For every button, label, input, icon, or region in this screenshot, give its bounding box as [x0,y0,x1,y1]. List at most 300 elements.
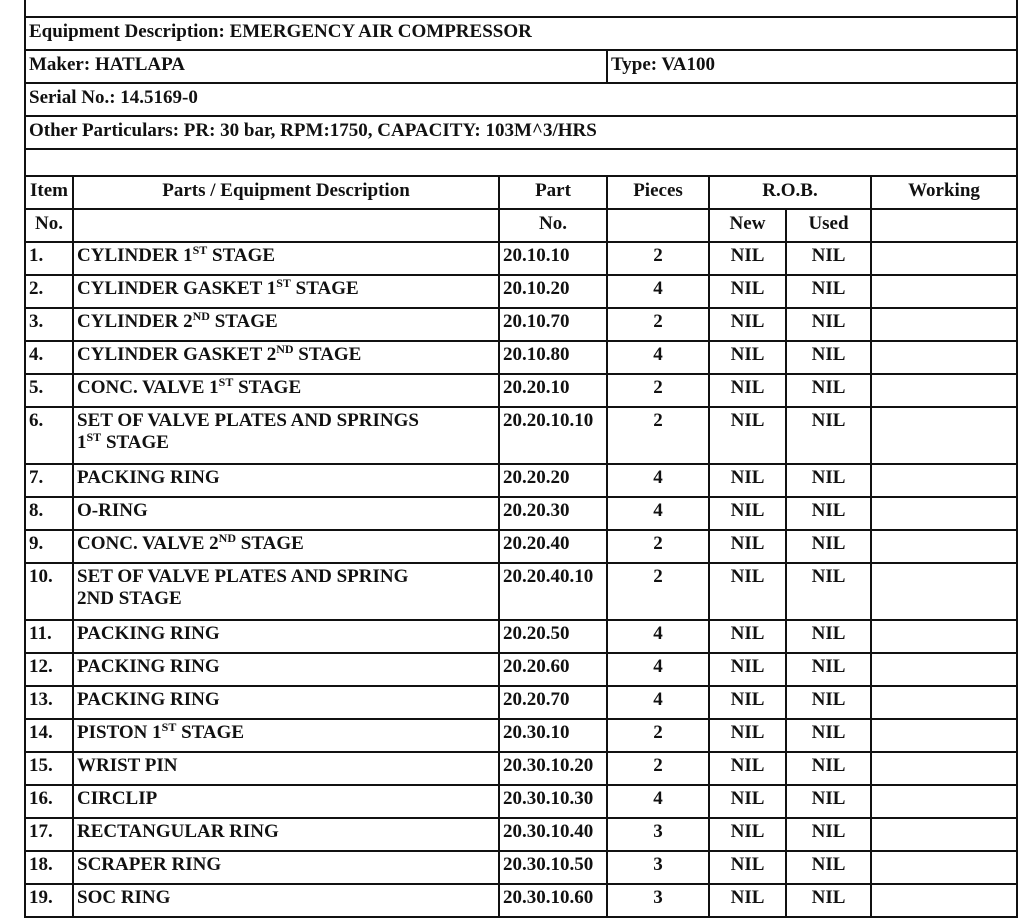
item-number [25,341,73,374]
pieces-text: 3 [653,887,663,908]
part-number [499,818,607,851]
part-number-text: 20.20.50 [503,623,570,644]
pieces [607,530,709,563]
part-number [499,242,607,275]
part-description [73,719,499,752]
item-number-text: 19. [29,887,53,908]
rob-used [786,563,871,620]
item-number [25,686,73,719]
part-number [499,686,607,719]
table-row [25,407,1017,464]
rob-new-text: NIL [730,788,765,809]
working [871,620,1017,653]
part-number [499,620,607,653]
table-row [25,620,1017,653]
rob-used [786,818,871,851]
rob-new [709,653,786,686]
rob-used [786,374,871,407]
rob-used-text: NIL [811,311,846,332]
item-number [25,818,73,851]
part-name: PACKING RING [77,467,220,488]
part-name: CYLINDER 1 [77,245,193,266]
table-row [25,785,1017,818]
part-number-text: 20.10.10 [503,245,570,266]
part-name-line2: 1 [77,432,87,453]
maker-type-row [25,50,1017,83]
rob-used-text: NIL [811,722,846,743]
col-pieces: Pieces [607,176,709,209]
working [871,752,1017,785]
pieces-text: 4 [653,344,663,365]
table-row [25,719,1017,752]
rob-new-text: NIL [730,656,765,677]
rob-used [786,275,871,308]
rob-used-text: NIL [811,377,846,398]
part-name-line2-tail: STAGE [101,432,169,453]
rob-used [786,341,871,374]
part-number [499,275,607,308]
item-number-text: 1. [29,245,44,266]
rob-new-text: NIL [730,467,765,488]
working [871,818,1017,851]
part-description [73,275,499,308]
item-number-text: 7. [29,467,44,488]
rob-new-text: NIL [730,500,765,521]
rob-new [709,563,786,620]
pieces [607,785,709,818]
part-name: RECTANGULAR RING [77,821,279,842]
working [871,464,1017,497]
pieces [607,719,709,752]
part-name-tail: STAGE [290,278,359,299]
column-header-row-1 [25,176,1017,209]
part-description [73,653,499,686]
pieces [607,308,709,341]
rob-used-text: NIL [811,500,846,521]
item-number-text: 18. [29,854,53,875]
pieces [607,752,709,785]
table-row [25,308,1017,341]
rob-new-text: NIL [730,533,765,554]
part-name: SCRAPER RING [77,854,222,875]
working [871,653,1017,686]
rob-new [709,752,786,785]
rob-new-text: NIL [730,755,765,776]
rob-new [709,785,786,818]
part-number-text: 20.30.10.60 [503,887,594,908]
part-number-text: 20.20.40 [503,533,570,554]
col-rob: R.O.B. [709,176,871,209]
item-number [25,464,73,497]
top-edge-cell [25,0,1017,17]
part-name: CONC. VALVE 1 [77,377,219,398]
rob-used [786,884,871,917]
table-row [25,341,1017,374]
part-number-text: 20.10.70 [503,311,570,332]
type: Type: VA100 [607,50,1017,83]
col-description-blank [73,209,499,242]
part-name: SET OF VALVE PLATES AND SPRINGS [77,410,419,431]
pieces-text: 3 [653,821,663,842]
part-description [73,341,499,374]
table-row [25,374,1017,407]
equipment-description-row [25,17,1017,50]
item-number-text: 6. [29,410,44,431]
rob-used-text: NIL [811,623,846,644]
item-number-text: 12. [29,656,53,677]
item-number [25,785,73,818]
item-number [25,374,73,407]
rob-new [709,374,786,407]
table-row [25,818,1017,851]
working [871,851,1017,884]
rob-new [709,407,786,464]
part-name: CONC. VALVE 2 [77,533,219,554]
rob-used [786,530,871,563]
col-item: Item [25,176,73,209]
pieces [607,818,709,851]
pieces-text: 4 [653,623,663,644]
ordinal-suffix: ND [276,342,294,356]
working [871,884,1017,917]
col-working: Working [871,176,1017,209]
pieces [607,620,709,653]
item-number [25,851,73,884]
pieces [607,851,709,884]
item-number-text: 17. [29,821,53,842]
table-row [25,242,1017,275]
rob-new [709,884,786,917]
rob-used [786,497,871,530]
part-name-tail: STAGE [233,377,302,398]
pieces [607,884,709,917]
pieces-text: 2 [653,533,663,554]
pieces-text: 4 [653,689,663,710]
blank-row [25,149,1017,176]
rob-used-text: NIL [811,566,846,587]
part-description [73,464,499,497]
part-number-text: 20.30.10.20 [503,755,594,776]
part-name-tail: STAGE [207,245,276,266]
pieces [607,275,709,308]
rob-new-text: NIL [730,377,765,398]
part-number-text: 20.30.10.40 [503,821,594,842]
pieces [607,242,709,275]
rob-used-text: NIL [811,278,846,299]
item-number [25,653,73,686]
rob-new-text: NIL [730,566,765,587]
part-number [499,407,607,464]
rob-new-text: NIL [730,623,765,644]
pieces-text: 2 [653,755,663,776]
working [871,374,1017,407]
part-number [499,785,607,818]
table-row [25,497,1017,530]
part-name-tail: STAGE [236,533,304,554]
pieces-text: 2 [653,311,663,332]
pieces-text: 2 [653,245,663,266]
item-number [25,407,73,464]
pieces [607,374,709,407]
rob-new [709,686,786,719]
part-name: CIRCLIP [77,788,158,809]
part-name: CYLINDER 2 [77,311,193,332]
col-new: New [709,209,786,242]
rob-new-text: NIL [730,344,765,365]
ordinal-suffix: ST [276,276,291,290]
item-number [25,308,73,341]
item-number [25,884,73,917]
part-name-tail: STAGE [293,344,362,365]
item-number [25,620,73,653]
rob-used-text: NIL [811,788,846,809]
pieces-text: 2 [653,410,663,431]
column-header-row-2 [25,209,1017,242]
parts-rows [25,242,1017,917]
rob-used-text: NIL [811,533,846,554]
item-number [25,752,73,785]
maker: Maker: HATLAPA [25,50,607,83]
rob-new-text: NIL [730,410,765,431]
rob-used [786,785,871,818]
pieces [607,407,709,464]
rob-new-text: NIL [730,722,765,743]
rob-used-text: NIL [811,854,846,875]
part-number-text: 20.20.20 [503,467,570,488]
rob-used [786,851,871,884]
serial-number: Serial No.: 14.5169-0 [25,83,1017,116]
rob-new-text: NIL [730,245,765,266]
part-number-text: 20.20.10.10 [503,410,594,431]
rob-new [709,530,786,563]
working [871,785,1017,818]
part-number-text: 20.30.10 [503,722,570,743]
part-number [499,752,607,785]
rob-used [786,719,871,752]
table-row [25,464,1017,497]
spare-parts-sheet [24,0,1016,918]
rob-new [709,818,786,851]
table-row [25,851,1017,884]
rob-new-text: NIL [730,821,765,842]
part-number [499,374,607,407]
part-name: SET OF VALVE PLATES AND SPRING [77,566,409,587]
part-number [499,341,607,374]
ordinal-suffix: ND [218,531,237,545]
part-name-tail: STAGE [209,311,278,332]
part-description [73,884,499,917]
part-name: WRIST PIN [77,755,178,776]
part-name: O-RING [77,500,148,521]
rob-used [786,620,871,653]
rob-used-text: NIL [811,656,846,677]
part-description [73,242,499,275]
rob-used-text: NIL [811,755,846,776]
part-number-text: 20.20.70 [503,689,570,710]
ordinal-suffix: ST [218,375,234,389]
part-number-text: 20.30.10.50 [503,854,594,875]
table-row [25,530,1017,563]
rob-new-text: NIL [730,689,765,710]
rob-new-text: NIL [730,887,765,908]
working [871,308,1017,341]
rob-used [786,242,871,275]
part-number-text: 20.20.40.10 [503,566,594,587]
rob-used [786,752,871,785]
part-name-tail: STAGE [176,722,245,743]
table-row [25,653,1017,686]
part-description [73,620,499,653]
ordinal-suffix: ST [86,430,102,444]
part-name: SOC RING [77,887,171,908]
working [871,341,1017,374]
rob-used [786,653,871,686]
pieces [607,497,709,530]
rob-used-text: NIL [811,821,846,842]
col-description: Parts / Equipment Description [73,176,499,209]
rob-used [786,308,871,341]
part-description [73,851,499,884]
part-description [73,785,499,818]
other-particulars: Other Particulars: PR: 30 bar, RPM:1750, CAPACITY: 103M^3/HRS [25,116,1017,149]
part-number [499,530,607,563]
pieces-text: 3 [653,854,663,875]
rob-new [709,275,786,308]
item-number [25,497,73,530]
item-number-text: 8. [29,500,44,521]
part-number [499,563,607,620]
item-number [25,563,73,620]
part-number-text: 20.20.10 [503,377,570,398]
part-name: PACKING RING [77,689,220,710]
pieces-text: 4 [653,500,663,521]
pieces-text: 4 [653,656,663,677]
part-description [73,686,499,719]
rob-new [709,851,786,884]
rob-used [786,407,871,464]
pieces-text: 4 [653,467,663,488]
item-number-text: 3. [29,311,44,332]
table-row [25,884,1017,917]
part-description [73,752,499,785]
pieces-text: 2 [653,566,663,587]
rob-used-text: NIL [811,344,846,365]
pieces-text: 4 [653,788,663,809]
rob-new [709,497,786,530]
rob-new [709,620,786,653]
item-number-text: 4. [29,344,44,365]
working [871,497,1017,530]
rob-new [709,719,786,752]
part-number-text: 20.10.20 [503,278,570,299]
part-description [73,530,499,563]
serial-row [25,83,1017,116]
rob-used [786,464,871,497]
part-description [73,374,499,407]
pieces [607,563,709,620]
blank-cell [25,149,1017,176]
part-name: CYLINDER GASKET 2 [77,344,277,365]
table-row [25,275,1017,308]
ordinal-suffix: ST [161,720,177,734]
rob-new [709,242,786,275]
item-number [25,275,73,308]
ordinal-suffix: ST [192,243,208,257]
part-description [73,407,499,464]
working [871,686,1017,719]
table-row [25,686,1017,719]
part-description [73,497,499,530]
item-number-text: 5. [29,377,44,398]
col-part: Part [499,176,607,209]
rob-used-text: NIL [811,467,846,488]
part-name: PACKING RING [77,623,220,644]
table-row [25,752,1017,785]
working [871,719,1017,752]
item-number-text: 10. [29,566,53,587]
col-part-no: No. [499,209,607,242]
part-number [499,719,607,752]
part-name: PACKING RING [77,656,220,677]
part-number-text: 20.10.80 [503,344,570,365]
rob-new-text: NIL [730,311,765,332]
part-number [499,497,607,530]
rob-new-text: NIL [730,854,765,875]
rob-used-text: NIL [811,887,846,908]
pieces-text: 2 [653,377,663,398]
part-number [499,884,607,917]
col-pieces-blank [607,209,709,242]
item-number-text: 13. [29,689,53,710]
part-name: PISTON 1 [77,722,162,743]
rob-new [709,464,786,497]
part-number [499,464,607,497]
top-edge-row [25,0,1017,17]
table-row [25,563,1017,620]
pieces [607,464,709,497]
rob-new [709,341,786,374]
part-number-text: 20.20.30 [503,500,570,521]
pieces [607,686,709,719]
pieces-text: 4 [653,278,663,299]
item-number [25,242,73,275]
ordinal-suffix: ND [192,309,210,323]
pieces-text: 2 [653,722,663,743]
col-working-blank [871,209,1017,242]
part-number [499,851,607,884]
part-name-line2: 2ND STAGE [77,588,182,609]
item-number-text: 11. [29,623,52,644]
part-description [73,308,499,341]
item-number-text: 9. [29,533,44,554]
item-number-text: 16. [29,788,53,809]
equipment-description: Equipment Description: EMERGENCY AIR COMPRESSOR [25,17,1017,50]
part-number [499,308,607,341]
item-number-text: 14. [29,722,53,743]
part-description [73,563,499,620]
other-particulars-row [25,116,1017,149]
part-number-text: 20.20.60 [503,656,570,677]
rob-used [786,686,871,719]
rob-used-text: NIL [811,410,846,431]
col-used: Used [786,209,871,242]
rob-new-text: NIL [730,278,765,299]
part-number-text: 20.30.10.30 [503,788,594,809]
working [871,530,1017,563]
working [871,563,1017,620]
pieces [607,341,709,374]
part-number [499,653,607,686]
